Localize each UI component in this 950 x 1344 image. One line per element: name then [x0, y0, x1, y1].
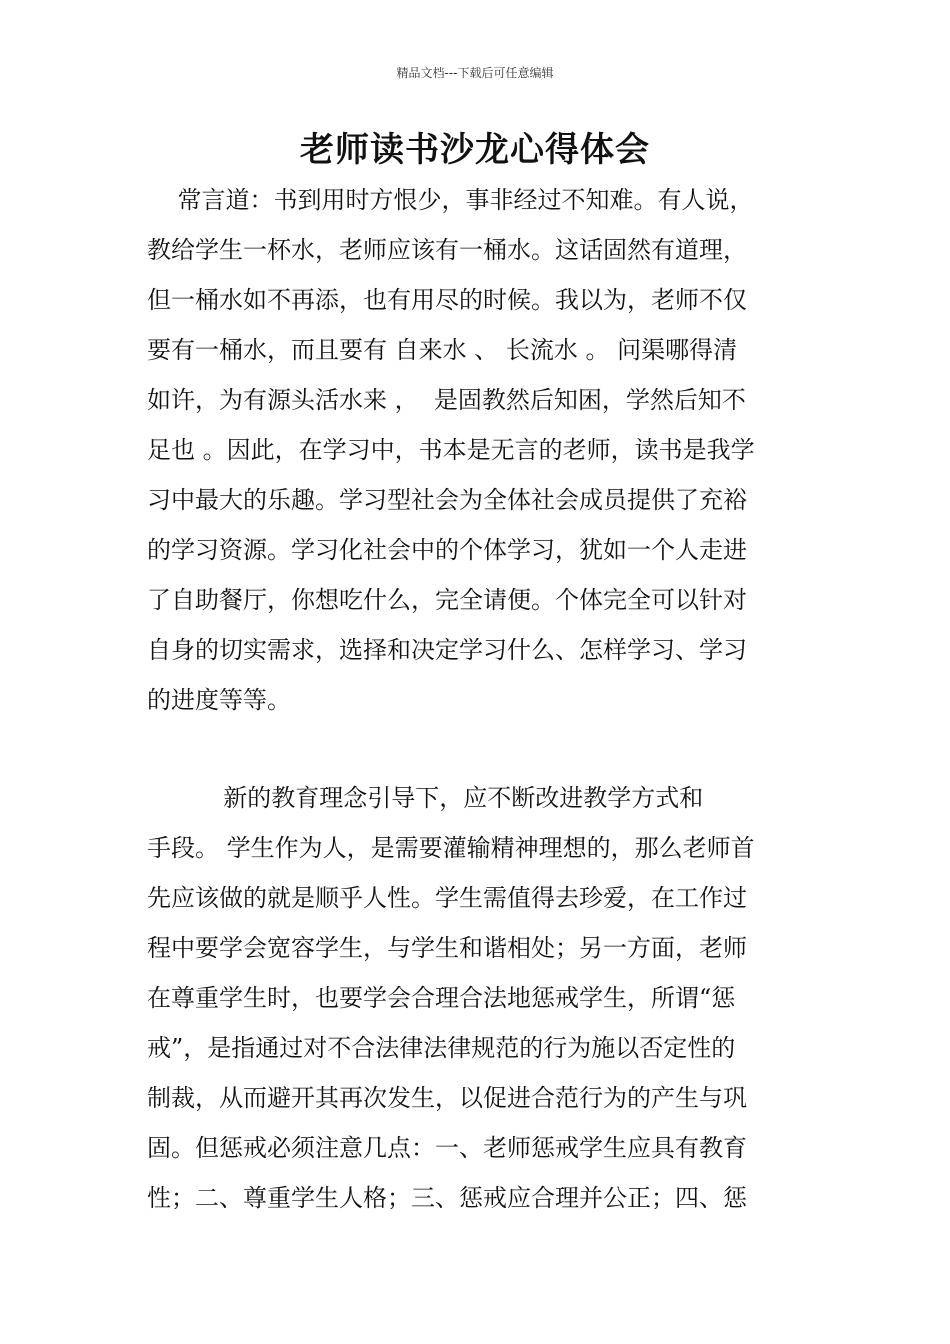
paragraph-line: 如许，为有源头活水来 ， 是固教然后知困，学然后知不 — [147, 386, 746, 414]
paragraph-line: 要有一桶水，而且要有 自来水 、 长流水 。 问渠哪得清 — [147, 336, 738, 364]
paragraph-line: 自身的切实需求，选择和决定学习什么、怎样学习、学习 — [147, 636, 747, 664]
page-header: 精品文档---下载后可任意编辑 — [396, 66, 554, 80]
paragraph-line: 新的教育理念引导下，应不断改进教学方式和 — [147, 784, 704, 812]
paragraph-2 — [147, 773, 817, 1223]
paragraph-line: 固。但惩戒必须注意几点：一、老师惩戒学生应具有教育 — [147, 1134, 747, 1162]
paragraph-line: 了自助餐厅，你想吃什么，完全请便。个体完全可以针对 — [147, 586, 747, 614]
paragraph-line: 制裁，从而避开其再次发生，以促进合范行为的产生与巩 — [147, 1084, 747, 1112]
paragraph-1 — [147, 175, 817, 725]
paragraph-line: 常言道：书到用时方恨少，事非经过不知难。有人说， — [147, 186, 754, 214]
paragraph-line: 教给学生一杯水，老师应该有一桶水。这话固然有道理， — [147, 236, 747, 264]
document-title: 老师读书沙龙心得体会 — [300, 130, 650, 170]
paragraph-line: 先应该做的就是顺乎人性。学生需值得去珍爱，在工作过 — [147, 884, 747, 912]
paragraph-line: 性；二、尊重学生人格；三、惩戒应合理并公正；四、惩 — [147, 1184, 747, 1212]
paragraph-line: 的进度等等。 — [147, 686, 291, 714]
paragraph-line: 戒”，是指通过对不合法律法律规范的行为施以否定性的 — [147, 1034, 736, 1062]
paragraph-line: 手段。 学生作为人，是需要灌输精神理想的，那么老师首 — [147, 834, 755, 862]
paragraph-line: 程中要学会宽容学生，与学生和谐相处；另一方面，老师 — [147, 934, 747, 962]
paragraph-line: 的学习资源。学习化社会中的个体学习，犹如一个人走进 — [147, 536, 747, 564]
paragraph-line: 但一桶水如不再添，也有用尽的时候。我以为，老师不仅 — [147, 286, 747, 314]
paragraph-line: 在尊重学生时，也要学会合理合法地惩戒学生，所谓“惩 — [147, 984, 736, 1012]
paragraph-line: 足也 。因此，在学习中，书本是无言的老师，读书是我学 — [147, 436, 755, 464]
paragraph-line: 习中最大的乐趣。学习型社会为全体社会成员提供了充裕 — [147, 486, 747, 514]
